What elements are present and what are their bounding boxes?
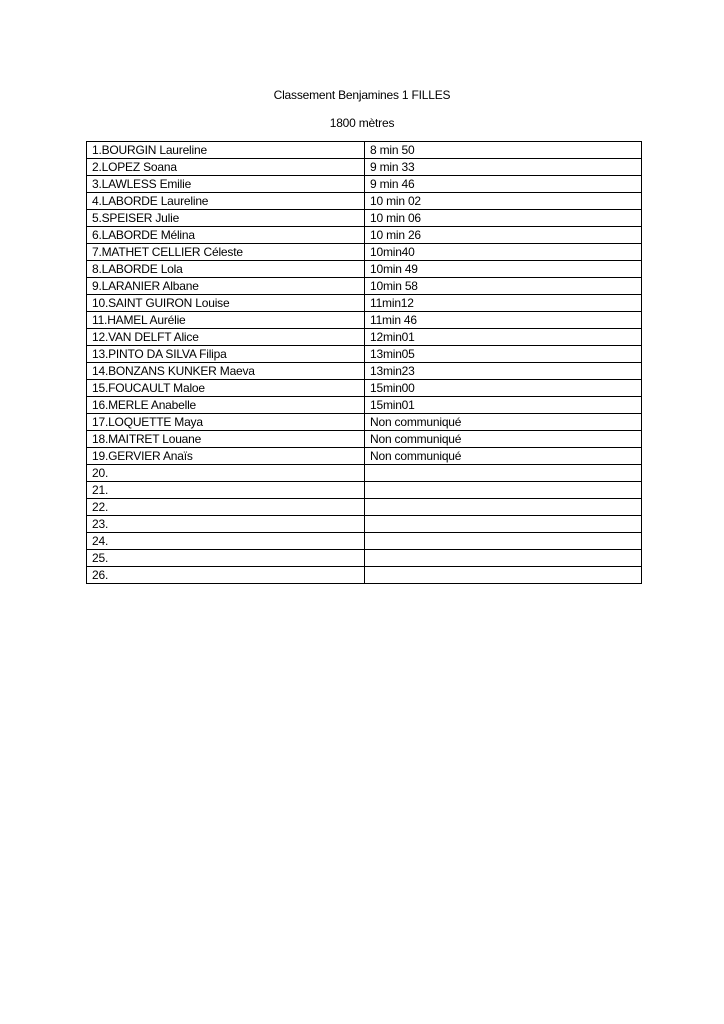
- results-table-body: [87, 142, 642, 584]
- table-row: [87, 482, 642, 499]
- table-row: [87, 363, 642, 380]
- table-row: [87, 295, 642, 312]
- time-cell: [365, 482, 642, 499]
- table-row: [87, 210, 642, 227]
- time-cell: 13min05: [365, 346, 642, 363]
- time-cell: 10min 49: [365, 261, 642, 278]
- athlete-name-cell: 12.VAN DELFT Alice: [87, 329, 365, 346]
- results-table: [86, 141, 642, 584]
- athlete-name-cell: 17.LOQUETTE Maya: [87, 414, 365, 431]
- athlete-name-cell: 9.LARANIER Albane: [87, 278, 365, 295]
- time-cell: [365, 465, 642, 482]
- time-cell: 10 min 02: [365, 193, 642, 210]
- time-cell: 15min00: [365, 380, 642, 397]
- time-cell: 10 min 06: [365, 210, 642, 227]
- athlete-name-cell: 6.LABORDE Mélina: [87, 227, 365, 244]
- athlete-name-cell: 21.: [87, 482, 365, 499]
- table-row: [87, 448, 642, 465]
- time-cell: [365, 516, 642, 533]
- table-row: [87, 346, 642, 363]
- athlete-name-cell: 18.MAITRET Louane: [87, 431, 365, 448]
- time-cell: [365, 499, 642, 516]
- document-subtitle: 1800 mètres: [329, 116, 395, 130]
- time-cell: Non communiqué: [365, 448, 642, 465]
- time-cell: 10 min 26: [365, 227, 642, 244]
- table-row: [87, 516, 642, 533]
- time-cell: [365, 550, 642, 567]
- table-row: [87, 431, 642, 448]
- table-row: [87, 227, 642, 244]
- time-cell: 11min12: [365, 295, 642, 312]
- athlete-name-cell: 19.GERVIER Anaïs: [87, 448, 365, 465]
- athlete-name-cell: 13.PINTO DA SILVA Filipa: [87, 346, 365, 363]
- athlete-name-cell: 25.: [87, 550, 365, 567]
- table-row: [87, 380, 642, 397]
- athlete-name-cell: 4.LABORDE Laureline: [87, 193, 365, 210]
- athlete-name-cell: 11.HAMEL Aurélie: [87, 312, 365, 329]
- table-row: [87, 414, 642, 431]
- time-cell: 9 min 33: [365, 159, 642, 176]
- time-cell: [365, 567, 642, 584]
- time-cell: 11min 46: [365, 312, 642, 329]
- table-row: [87, 312, 642, 329]
- table-row: [87, 142, 642, 159]
- time-cell: 9 min 46: [365, 176, 642, 193]
- time-cell: Non communiqué: [365, 431, 642, 448]
- table-row: [87, 329, 642, 346]
- athlete-name-cell: 5.SPEISER Julie: [87, 210, 365, 227]
- athlete-name-cell: 3.LAWLESS Emilie: [87, 176, 365, 193]
- table-row: [87, 176, 642, 193]
- table-row: [87, 397, 642, 414]
- table-row: [87, 567, 642, 584]
- athlete-name-cell: 20.: [87, 465, 365, 482]
- time-cell: 15min01: [365, 397, 642, 414]
- time-cell: 8 min 50: [365, 142, 642, 159]
- document-title: Classement Benjamines 1 FILLES: [273, 88, 451, 102]
- table-row: [87, 278, 642, 295]
- athlete-name-cell: 23.: [87, 516, 365, 533]
- table-row: [87, 533, 642, 550]
- time-cell: [365, 533, 642, 550]
- table-row: [87, 465, 642, 482]
- time-cell: 12min01: [365, 329, 642, 346]
- athlete-name-cell: 7.MATHET CELLIER Céleste: [87, 244, 365, 261]
- athlete-name-cell: 1.BOURGIN Laureline: [87, 142, 365, 159]
- athlete-name-cell: 24.: [87, 533, 365, 550]
- time-cell: 10min 58: [365, 278, 642, 295]
- table-row: [87, 550, 642, 567]
- athlete-name-cell: 26.: [87, 567, 365, 584]
- table-row: [87, 244, 642, 261]
- table-row: [87, 261, 642, 278]
- time-cell: 10min40: [365, 244, 642, 261]
- table-row: [87, 159, 642, 176]
- time-cell: Non communiqué: [365, 414, 642, 431]
- athlete-name-cell: 8.LABORDE Lola: [87, 261, 365, 278]
- athlete-name-cell: 2.LOPEZ Soana: [87, 159, 365, 176]
- athlete-name-cell: 16.MERLE Anabelle: [87, 397, 365, 414]
- athlete-name-cell: 10.SAINT GUIRON Louise: [87, 295, 365, 312]
- athlete-name-cell: 22.: [87, 499, 365, 516]
- athlete-name-cell: 14.BONZANS KUNKER Maeva: [87, 363, 365, 380]
- time-cell: 13min23: [365, 363, 642, 380]
- athlete-name-cell: 15.FOUCAULT Maloe: [87, 380, 365, 397]
- table-row: [87, 499, 642, 516]
- table-row: [87, 193, 642, 210]
